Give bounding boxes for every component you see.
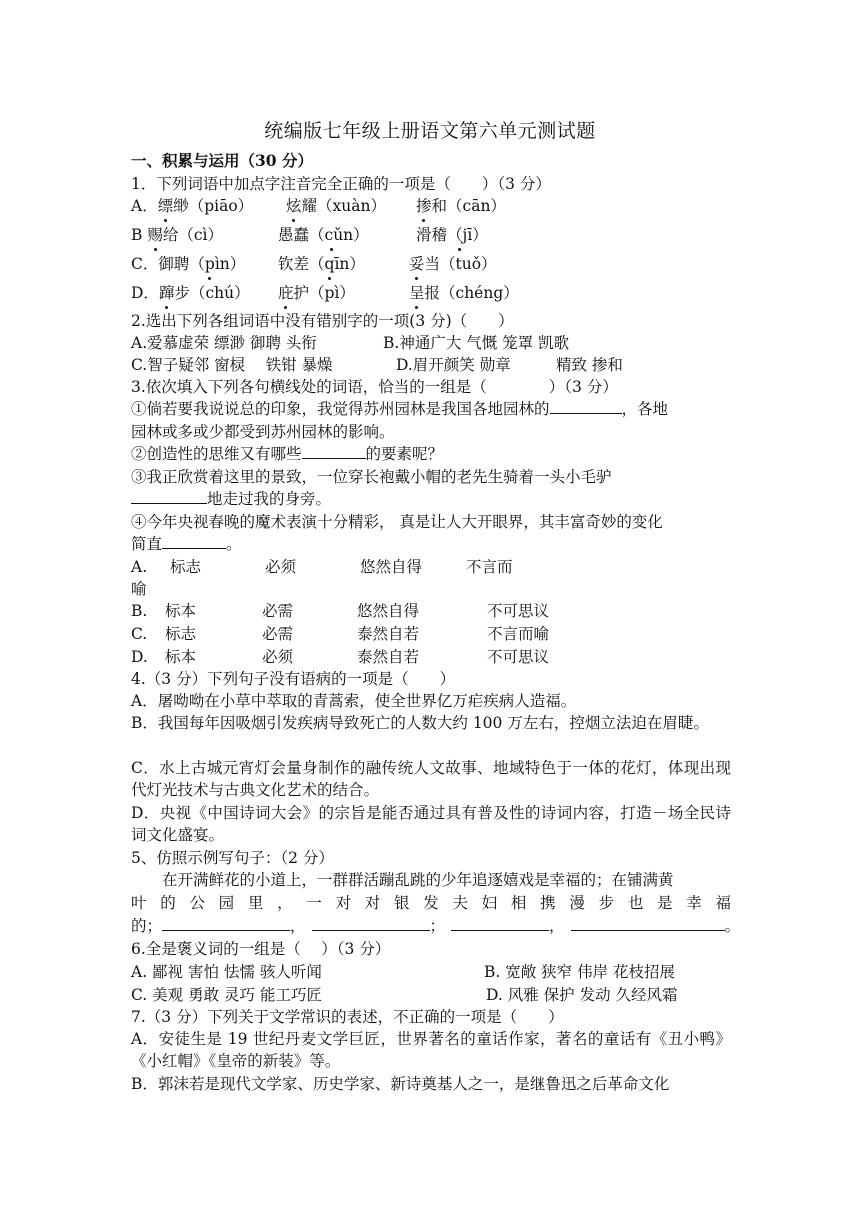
dotted-char: 呈 <box>409 284 425 302</box>
q3-option-d-label: D. <box>131 648 148 666</box>
dotted-char: 蹿 <box>158 284 175 302</box>
q6-option-a: A. 鄙视 害怕 怯懦 骇人听闻 <box>131 963 322 981</box>
dotted-char: 妥 <box>409 255 425 273</box>
fill-blank <box>131 489 207 504</box>
dotted-char: 炫 <box>286 197 302 215</box>
dotted-char: 庇 <box>278 284 294 302</box>
answer-blank-4[interactable] <box>571 916 725 931</box>
q1-option-c-word2: 钦差（qīn） <box>278 255 365 273</box>
dotted-char: 聘（pìn） <box>173 255 246 273</box>
dotted-char: 蠢（cǔn） <box>293 226 369 244</box>
q1-option-d: D．蹿步（chú） <box>131 284 250 302</box>
q3-option-c-w4: 不言而喻 <box>487 625 550 643</box>
question-6-stem: 6.全是褒义词的一组是（ ）（3 分） <box>131 940 391 958</box>
q3-option-d-w3: 泰然自若 <box>357 648 420 666</box>
q3-option-b-w2: 必需 <box>262 602 294 620</box>
fill-blank <box>162 534 226 549</box>
q1-option-b-word2: 愚蠢（cǔn） <box>278 226 369 244</box>
fill-blank <box>550 399 622 414</box>
q3-option-a-label: A. <box>131 558 148 576</box>
q2-option-d-tail: 精致 掺和 <box>556 356 623 374</box>
q4-option-d: D．央视《中国诗词大会》的宗旨是能否通过具有普及性的诗词内容，打造－场全民诗词文化盛宴。 <box>131 804 731 844</box>
q3-sentence-2: ②创造性的思维又有哪些 的要素呢？ <box>131 445 444 463</box>
question-1-stem: 1．下列词语中加点字注音完全正确的一项是（ ）（3 分） <box>131 175 551 193</box>
q3-option-a-w1: 标志 <box>170 558 202 576</box>
q3-option-d-w2: 必须 <box>262 648 294 666</box>
q3-option-a-w4: 不言而 <box>466 558 513 576</box>
q3-option-c-w2: 必需 <box>262 625 294 643</box>
q5-example-line1: 在开满鲜花的小道上，一群群活蹦乱跳的少年追逐嬉戏是幸福的；在铺满黄 <box>162 871 674 889</box>
q3-sentence-1: ①倘若要我说说总的印象，我觉得苏州园林是我国各地园林的 ，各地 <box>131 400 669 418</box>
q3-option-b-w1: 标本 <box>165 602 197 620</box>
q3-option-c-label: C. <box>131 625 148 643</box>
dotted-char: 稽（jī） <box>431 226 488 244</box>
q2-option-d: D.眉开颜笑 勋章 <box>396 356 511 374</box>
q5-example-line2: 叶的公园里，一对对银发夫妇相携漫步也是幸福 <box>131 894 731 912</box>
q3-sentence-4: ④今年央视春晚的魔术表演十分精彩， 真是让人大开眼界，其丰富奇妙的变化 <box>131 513 663 531</box>
dotted-char: 缥 <box>157 197 174 215</box>
q3-option-d-w1: 标本 <box>165 648 197 666</box>
q7-option-a: A．安徒生是 19 世纪丹麦文学巨匠，世界著名的童话作家，著名的童话有《丑小鸭》《小红帽》《皇帝的新装》等。 <box>131 1030 731 1070</box>
question-7-stem: 7.（3 分）下列关于文学常识的表述，不正确的一项是（ ） <box>131 1008 564 1026</box>
q6-option-c: C. 美观 勇敢 灵巧 能工巧匠 <box>131 986 322 1004</box>
q1-option-a: A．缥缈（piāo） <box>131 197 254 215</box>
question-3-stem: 3.依次填入下列各句横线处的词语，恰当的一组是（ ）（3 分） <box>131 378 618 396</box>
q7-option-b: B．郭沫若是现代文学家、历史学家、新诗奠基人之一，是继鲁迅之后革命文化 <box>131 1075 670 1093</box>
page-title: 统编版七年级上册语文第六单元测试题 <box>264 120 596 142</box>
q2-option-a: A.爱慕虚荣 缥渺 御聘 头衔 <box>131 334 317 352</box>
q6-option-b: B. 宽敞 狭窄 伟岸 花枝招展 <box>484 963 676 981</box>
dotted-char: 赐 <box>147 226 163 244</box>
q1-option-a-word3: 掺和（cān） <box>416 197 506 215</box>
q2-option-c: C.智子疑邻 窗棂 铁钳 暴燥 <box>131 356 333 374</box>
q1-option-a-word2: 炫耀（xuàn） <box>286 197 386 215</box>
q1-option-c-word3: 妥当（tuǒ） <box>409 255 497 273</box>
q1-option-b: B 赐给（cì） <box>131 226 223 244</box>
q3-option-a-w2: 必须 <box>265 558 297 576</box>
q3-option-c-w3: 泰然自若 <box>357 625 420 643</box>
dotted-char: 差（qīn） <box>293 255 365 273</box>
q3-option-a-w3: 悠然自得 <box>360 558 423 576</box>
q3-option-b-w4: 不可思议 <box>487 602 550 620</box>
question-5-stem: 5、仿照示例写句子：（2 分） <box>131 849 334 867</box>
answer-blank-1[interactable] <box>162 916 290 931</box>
q3-option-b-label: B. <box>131 602 148 620</box>
answer-blank-2[interactable] <box>312 916 430 931</box>
q3-sentence-3-cont: 地走过我的身旁。 <box>131 488 331 510</box>
q1-option-d-word2: 庇护（pì） <box>278 284 355 302</box>
q4-option-b: B．我国每年因吸烟引发疾病导致死亡的人数大约 100 万左右，控烟立法迫在眉睫。 <box>131 714 709 732</box>
fill-blank <box>302 444 366 459</box>
dotted-char: 掺 <box>416 197 432 215</box>
q4-option-c: C．水上古城元宵灯会量身制作的融传统人文故事、地域特色于一体的花灯，体现出现代灯光技术与古典文化艺术的结合。 <box>131 759 731 799</box>
q3-sentence-1-cont: 园林或多或少都受到苏州园林的影响。 <box>131 423 395 441</box>
answer-blank-3[interactable] <box>451 916 549 931</box>
question-4-stem: 4.（3 分）下列句子没有语病的一项是（ ） <box>131 670 456 688</box>
q3-option-d-w4: 不可思议 <box>487 648 550 666</box>
q1-option-b-word3: 滑稽（jī） <box>416 226 488 244</box>
q2-option-b: B.神通广大 气慨 笼罩 凯歌 <box>383 334 570 352</box>
section-heading: 一、积累与运用（30 分） <box>131 151 313 170</box>
q1-option-c: C．御聘（pìn） <box>131 255 246 273</box>
q3-option-c-w1: 标志 <box>165 625 197 643</box>
q6-option-d: D. 风雅 保护 发动 久经风霜 <box>486 986 678 1004</box>
q3-option-b-w3: 悠然自得 <box>357 602 420 620</box>
q4-option-a: A．屠呦呦在小草中萃取的青蒿索，使全世界亿万疟疾病人造福。 <box>131 692 577 710</box>
q3-sentence-3: ③我正欣赏着这里的景致，一位穿长袍戴小帽的老先生骑着一头小毛驴 <box>131 468 612 486</box>
q1-option-d-word3: 呈报（chéng） <box>409 284 519 302</box>
q5-answer-line: 的； ， ； ， 。 <box>131 917 741 935</box>
q3-option-a-tail: 喻 <box>131 580 147 598</box>
question-2-stem: 2.选出下列各组词语中没有错别字的一项(3 分)（ ） <box>131 312 514 330</box>
q3-sentence-4-cont: 简直 。 <box>131 535 242 553</box>
